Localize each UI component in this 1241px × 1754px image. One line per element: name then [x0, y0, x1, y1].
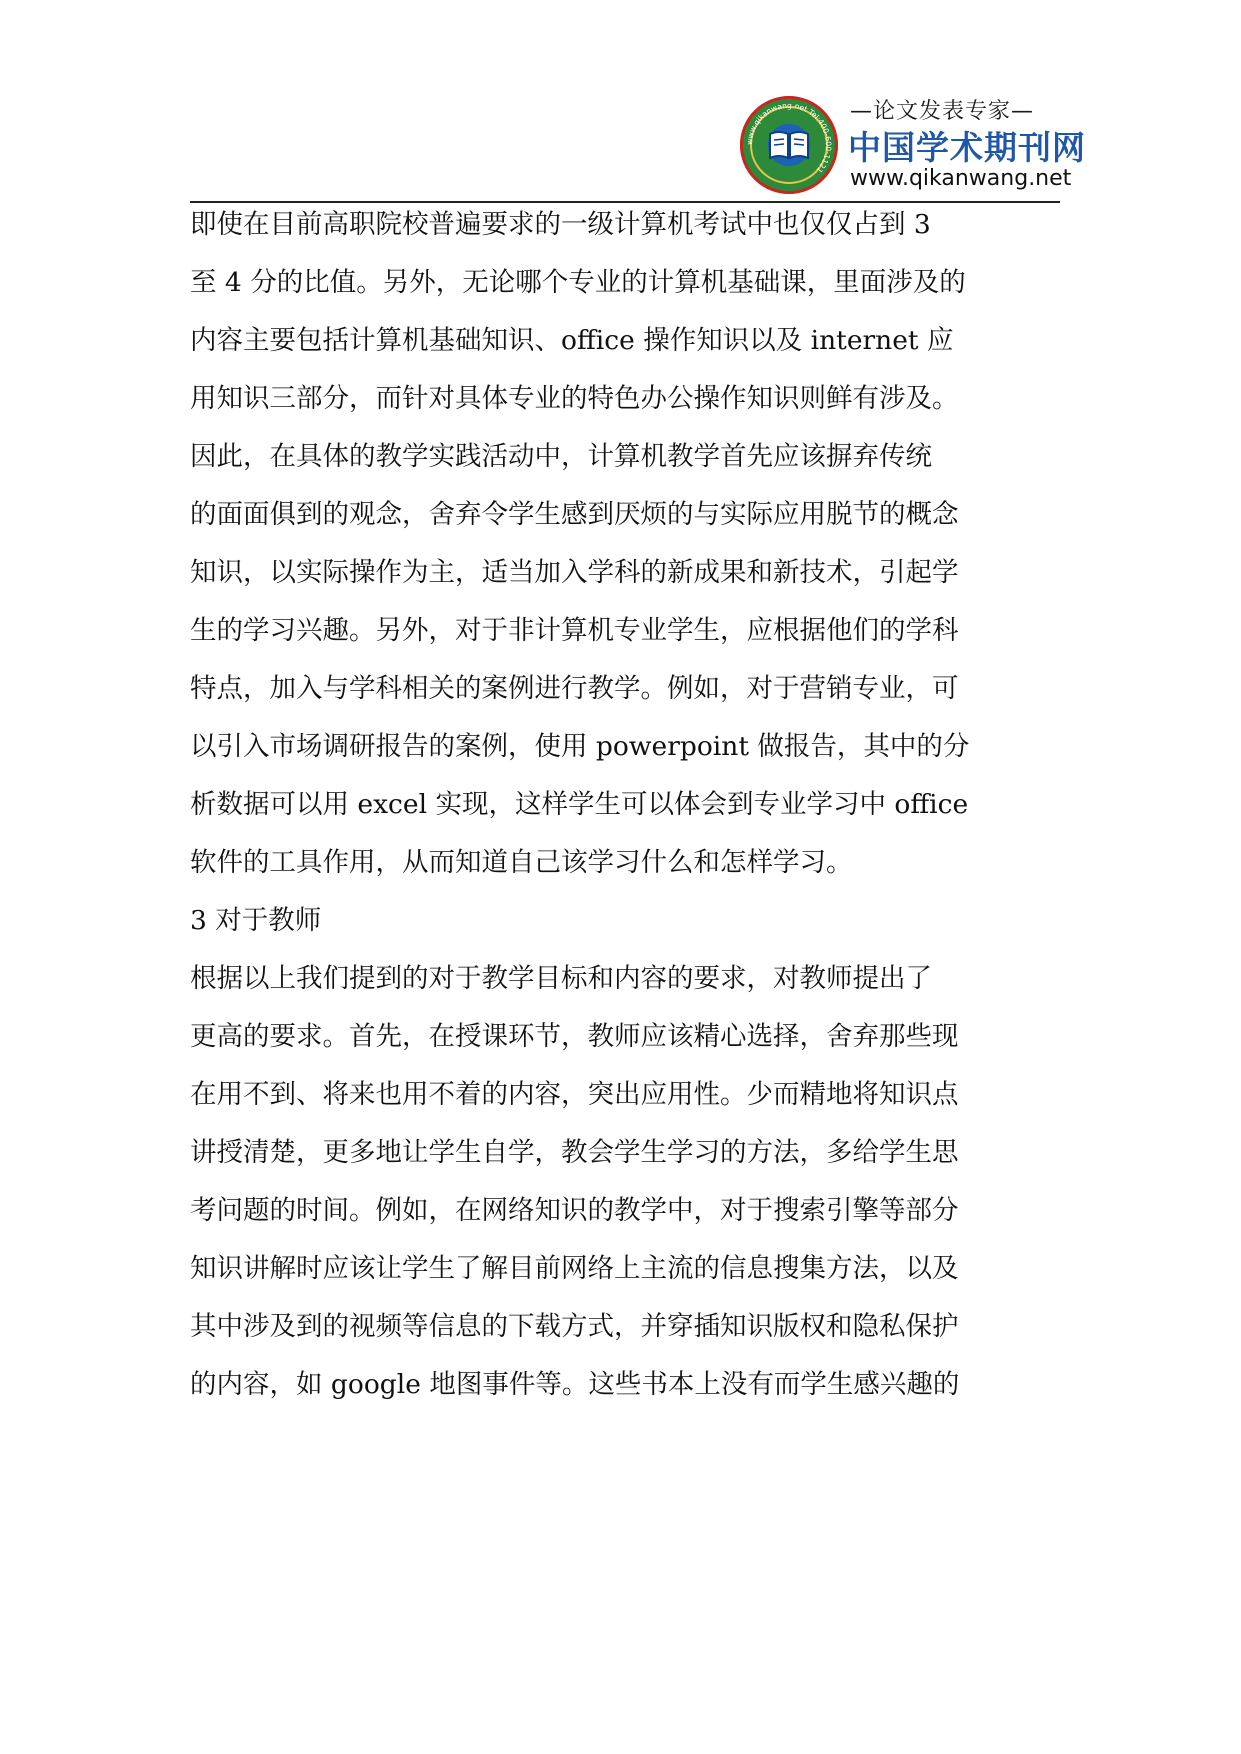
seal-lettering [740, 96, 838, 194]
text-line: 知识讲解时应该让学生了解目前网络上主流的信息搜集方法，以及 [190, 1253, 959, 1284]
text-line: 其中涉及到的视频等信息的下载方式，并穿插知识版权和隐私保护 [190, 1311, 959, 1342]
qikanwang-logo[interactable] [740, 88, 1086, 200]
text-line: 用知识三部分，而针对具体专业的特色办公操作知识则鲜有涉及。 [190, 383, 959, 414]
text-line: 根据以上我们提到的对于教学目标和内容的要求，对教师提出了 [190, 963, 932, 994]
logo-brand-name: 中国学术期刊网 [848, 128, 1086, 167]
logo-url[interactable]: www.qikanwang.net [850, 166, 1072, 191]
text-line: 生的学习兴趣。另外，对于非计算机专业学生，应根据他们的学科 [190, 615, 959, 646]
text-line: 析数据可以用 excel 实现，这样学生可以体会到专业学习中 office [190, 789, 969, 820]
text-line: 内容主要包括计算机基础知识、office 操作知识以及 internet 应 [190, 325, 954, 356]
logo-slogan: —论文发表专家— [850, 99, 1035, 124]
header-divider [190, 201, 1060, 203]
text-line: 特点，加入与学科相关的案例进行教学。例如，对于营销专业，可 [190, 673, 959, 704]
seal-icon [740, 96, 838, 194]
svg-text:www.qikanwang.net Tel:400-600 [745, 101, 833, 175]
text-line: 的面面俱到的观念，舍弃令学生感到厌烦的与实际应用脱节的概念 [190, 499, 959, 530]
section-heading: 3 对于教师 [190, 905, 322, 936]
text-line: 的内容，如 google 地图事件等。这些书本上没有而学生感兴趣的 [190, 1369, 960, 1400]
text-line: 考问题的时间。例如，在网络知识的教学中，对于搜索引擎等部分 [190, 1195, 959, 1226]
text-line: 软件的工具作用，从而知道自己该学习什么和怎样学习。 [190, 847, 853, 878]
text-line: 讲授清楚，更多地让学生自学，教会学生学习的方法，多给学生思 [190, 1137, 959, 1168]
seal-text: www.qikanwang.net Tel:400-600-1121 [744, 100, 834, 175]
text-line: 更高的要求。首先，在授课环节，教师应该精心选择，舍弃那些现 [190, 1021, 959, 1052]
text-line: 以引入市场调研报告的案例，使用 powerpoint 做报告，其中的分 [190, 731, 970, 762]
text-line: 知识，以实际操作为主，适当加入学科的新成果和新技术，引起学 [190, 557, 959, 588]
text-line: 即使在目前高职院校普遍要求的一级计算机考试中也仅仅占到 3 [190, 209, 931, 240]
text-line: 因此，在具体的教学实践活动中，计算机教学首先应该摒弃传统 [190, 441, 932, 472]
text-line: 至 4 分的比值。另外，无论哪个专业的计算机基础课，里面涉及的 [190, 267, 966, 298]
text-line: 在用不到、将来也用不着的内容，突出应用性。少而精地将知识点 [190, 1079, 959, 1110]
